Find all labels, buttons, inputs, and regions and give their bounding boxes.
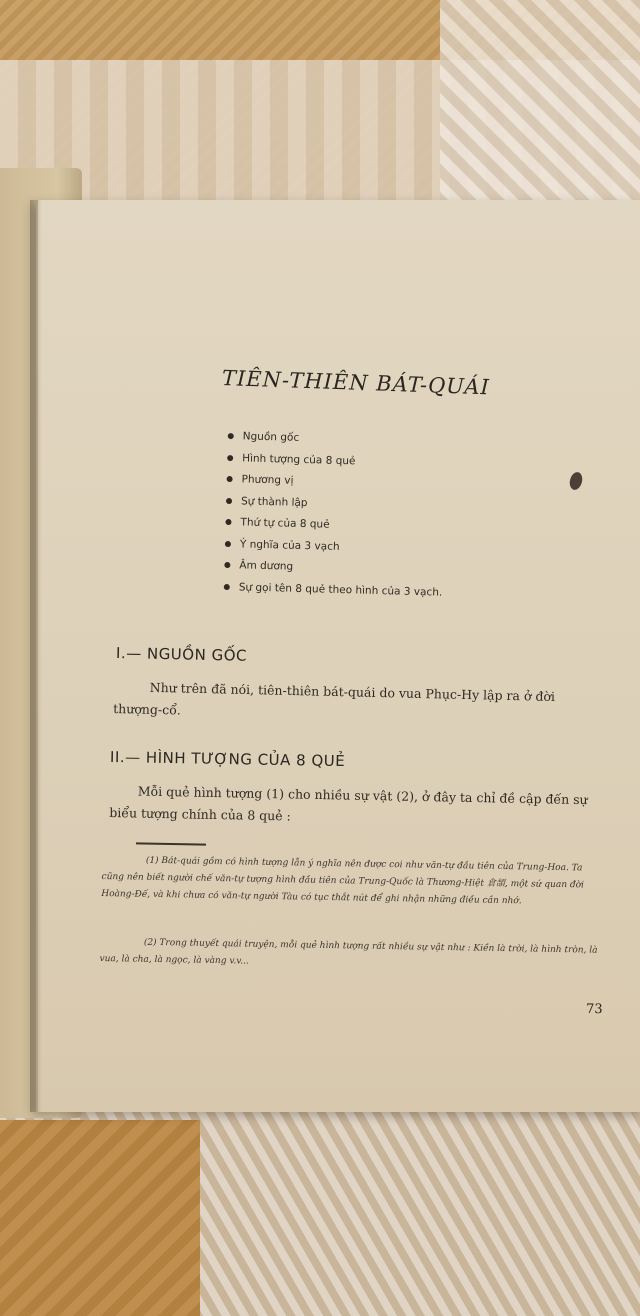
book-page: [36, 200, 640, 1112]
list-item: Sự gọi tên 8 quẻ theo hình của 3 vạch.: [223, 576, 442, 603]
bullet-icon: [224, 562, 230, 568]
ink-stain: [568, 471, 584, 491]
footnote-2: (2) Trong thuyết quái truyện, mỗi quẻ hình tượng rất nhiều sự vật như : Kiền là trời, là hình tròn, là vua, là cha, là ngọc, là vàng v.v...: [99, 937, 598, 967]
bullet-icon: [225, 540, 231, 546]
list-item: Thứ tự của 8 quẻ: [225, 512, 444, 539]
list-item: Sự thành lập: [226, 490, 445, 517]
bullet-icon: [228, 433, 234, 439]
list-item: Hình tượng của 8 quẻ: [227, 447, 446, 474]
bullet-icon: [224, 583, 230, 589]
list-item: Âm dương: [224, 555, 443, 582]
list-item: Ý nghĩa của 3 vạch: [225, 533, 444, 560]
section-text-images: Mỗi quẻ hình tượng (1) cho nhiều sự vật (2), ở đây ta chỉ đề cập đến sự biểu tượng chính của 8 quẻ :: [109, 783, 588, 824]
footnote-1: (1) Bát-quái gồm có hình tượng lẫn ý nghĩa nên được coi như văn-tự đầu tiên của Trung-Hoa. Ta cũng nên biết người chế văn-tự tượng hình đầu tiên của Trung-Quốc là Thương-Hiệt 倉頡, một sứ quan đời Hoàng-Đế, và khi chưa có văn-tự người Tàu có tục thắt nút để ghi nhận những điều cần nhớ.: [101, 855, 585, 907]
bullet-icon: [225, 519, 231, 525]
section-heading-origin: I.— NGUỒN GỐC: [115, 644, 248, 665]
bullet-icon: [226, 497, 232, 503]
list-item: Nguồn gốc: [227, 426, 446, 453]
topic-list: [223, 426, 446, 604]
section-text-origin: Như trên đã nói, tiên-thiên bát-quái do vua Phục-Hy lập ra ở đời thượng-cổ.: [113, 679, 556, 718]
mat-pattern-corner: [440, 0, 640, 220]
page-title: TIÊN-THIÊN BÁT-QUÁI: [221, 366, 491, 400]
bullet-icon: [227, 454, 233, 460]
section-heading-images: II.— HÌNH TƯỢNG CỦA 8 QUẺ: [109, 748, 346, 771]
floor-wood-bottom-left: [0, 1120, 200, 1316]
spine-shadow: [30, 200, 42, 1112]
page-content: [38, 200, 640, 1112]
page-number: 73: [585, 1001, 603, 1018]
bullet-icon: [227, 476, 233, 482]
footnote-divider: [136, 842, 206, 845]
list-item: Phương vị: [226, 469, 445, 496]
